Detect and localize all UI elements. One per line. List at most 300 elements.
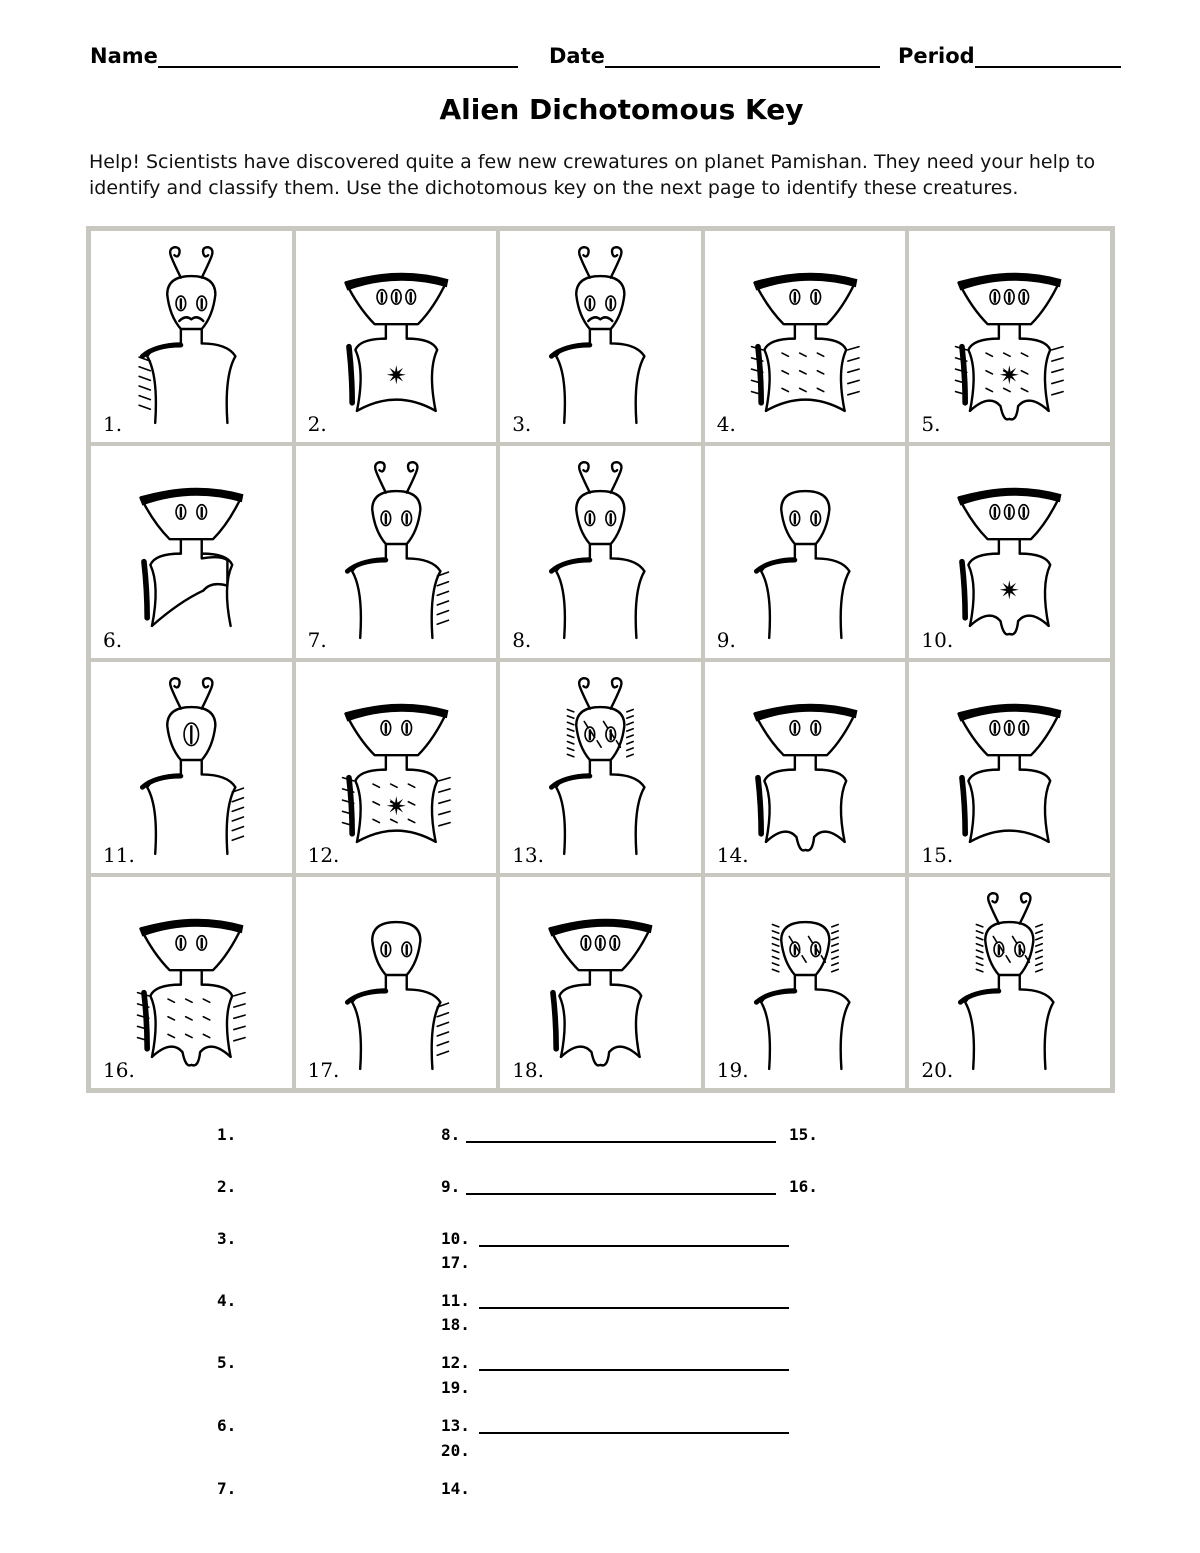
creature-illustration: [705, 662, 906, 873]
antenna-left: [579, 678, 590, 708]
body-mark: [1022, 371, 1028, 374]
creature-number: 6.: [103, 627, 123, 652]
creature-illustration: [91, 662, 292, 873]
hair-spike: [977, 943, 983, 945]
hair-spike: [772, 931, 778, 933]
answer-label: 12.: [441, 1353, 470, 1372]
hair-spike: [977, 963, 983, 965]
creature-cell: [498, 660, 703, 875]
hair-spike: [977, 969, 983, 971]
spike: [1052, 347, 1063, 350]
body-left: [969, 554, 999, 626]
creature-cell: [498, 875, 703, 1090]
name-field[interactable]: [90, 44, 518, 68]
creature-drawing: [756, 491, 849, 638]
hair-spike: [1036, 963, 1042, 965]
hair-spike: [1036, 937, 1042, 939]
page-title: Alien Dichotomous Key: [439, 93, 804, 126]
creature-illustration: [909, 877, 1110, 1088]
body-bottom-legs: [561, 1046, 640, 1065]
answer-item[interactable]: [217, 1416, 236, 1435]
date-field[interactable]: [549, 44, 880, 68]
body-right: [816, 559, 850, 638]
creature-number: 8.: [512, 627, 532, 652]
head-brow: [753, 703, 857, 721]
antenna-left: [579, 462, 590, 492]
hair-spike: [832, 924, 838, 926]
answer-label: 9.: [441, 1177, 461, 1196]
tail-hair: [232, 797, 243, 801]
spike: [1052, 358, 1063, 361]
body-left: [352, 559, 386, 638]
hair-spike: [568, 741, 574, 743]
body-right: [202, 343, 236, 422]
answer-label: 4.: [217, 1291, 237, 1310]
answer-item[interactable]: [441, 1177, 460, 1196]
creature-illustration: [705, 877, 906, 1088]
creature-cell: [907, 660, 1112, 875]
mouth: [588, 317, 612, 321]
body-mark: [799, 353, 805, 356]
spike: [848, 392, 859, 395]
creature-number: 15.: [921, 842, 954, 867]
antenna-right: [202, 247, 213, 277]
shoulder-left: [552, 776, 591, 787]
body-bottom-flat: [970, 830, 1049, 841]
answer-item[interactable]: [217, 1479, 236, 1498]
hair-spike: [568, 735, 574, 737]
creature-drawing: [756, 922, 849, 1069]
spike: [438, 777, 449, 780]
creature-cell: [89, 875, 294, 1090]
tail-hair: [232, 807, 243, 811]
creature-cell: [703, 660, 908, 875]
answer-item[interactable]: [217, 1125, 236, 1144]
answer-label: 10.: [441, 1229, 470, 1248]
body-mark: [186, 1034, 192, 1037]
star-mark: [386, 365, 405, 384]
creature-number: 4.: [716, 412, 736, 437]
body-bottom-flat: [357, 400, 436, 411]
creature-drawing: [139, 488, 243, 626]
answer-label: 1.: [217, 1125, 237, 1144]
body-mark: [986, 353, 992, 356]
head-shape: [576, 276, 624, 329]
creature-number: 11.: [103, 842, 135, 867]
tail-hair: [437, 1051, 448, 1055]
hair-spike: [772, 924, 778, 926]
body-mark: [373, 784, 379, 787]
creature-illustration: [500, 231, 701, 442]
answer-item[interactable]: [441, 1479, 470, 1498]
creature-illustration: [296, 662, 497, 873]
hair-spike: [832, 969, 838, 971]
creature-cell: [703, 875, 908, 1090]
head-brow: [958, 273, 1062, 291]
spike: [438, 822, 449, 825]
shoulder-left: [756, 991, 795, 1002]
body-mark: [782, 371, 788, 374]
body-bottom-legs: [970, 616, 1049, 635]
creature-cell: [703, 444, 908, 659]
creature-illustration: [296, 877, 497, 1088]
body-left: [147, 774, 181, 853]
head-brow: [139, 919, 243, 937]
body-bottom-legs: [970, 401, 1049, 420]
body-mark: [186, 1016, 192, 1019]
shoulder-left: [961, 991, 1000, 1002]
body-left: [761, 989, 795, 1068]
spike: [438, 811, 449, 814]
creature-number: 16.: [103, 1058, 135, 1082]
head-brow: [548, 919, 652, 937]
tail-hair: [437, 1022, 448, 1026]
creature-illustration: [500, 877, 701, 1088]
answer-item[interactable]: [217, 1353, 236, 1372]
name-blank[interactable]: [158, 46, 518, 68]
creature-number: 18.: [512, 1058, 544, 1082]
answer-label: 20.: [441, 1441, 470, 1460]
hair-spike: [772, 963, 778, 965]
answer-label: 11.: [441, 1291, 470, 1310]
spike: [438, 800, 449, 803]
answer-label: 2.: [217, 1177, 237, 1196]
creature-drawing: [751, 273, 859, 411]
hair-spike: [568, 715, 574, 717]
spike: [1052, 369, 1063, 372]
creature-illustration: [91, 231, 292, 442]
body-mark: [799, 388, 805, 391]
period-field[interactable]: [898, 44, 1121, 68]
creature-number: 13.: [512, 842, 544, 867]
body-mark: [1004, 388, 1010, 391]
hair-spike: [772, 956, 778, 958]
hair-spike: [627, 741, 633, 743]
head-brow: [344, 703, 448, 721]
creature-cell: [907, 229, 1112, 444]
body-mark: [817, 353, 823, 356]
answer-item[interactable]: [441, 1353, 470, 1372]
hair-spike: [627, 728, 633, 730]
shoulder-left: [347, 991, 386, 1002]
body-right: [1020, 989, 1054, 1068]
body-mark: [1022, 388, 1028, 391]
creature-drawing: [552, 247, 645, 423]
tail-hair: [437, 1041, 448, 1045]
spike: [438, 788, 449, 791]
creature-drawing: [552, 462, 645, 638]
answer-line[interactable]: [479, 1307, 789, 1309]
hair-spike: [1036, 924, 1042, 926]
creature-number: 1.: [103, 412, 123, 437]
creature-drawing: [753, 703, 857, 850]
body-bottom-flat: [766, 400, 845, 411]
creature-illustration: [91, 446, 292, 657]
answer-item[interactable]: [217, 1177, 236, 1196]
answer-line[interactable]: [466, 1141, 776, 1143]
tail-hair: [139, 396, 150, 400]
head-shape: [781, 922, 829, 975]
hair-mark: [597, 740, 601, 746]
hair-spike: [1036, 969, 1042, 971]
body-mark: [799, 371, 805, 374]
creature-number: 5.: [921, 412, 941, 437]
shoulder-left: [552, 345, 591, 356]
answer-line[interactable]: [466, 1193, 776, 1195]
creature-drawing: [347, 462, 448, 638]
body-shade: [758, 777, 761, 833]
answer-label: 13.: [441, 1416, 470, 1435]
creature-drawing: [958, 488, 1062, 635]
answer-label: 19.: [441, 1378, 470, 1397]
body-mark: [408, 819, 414, 822]
body-right: [1020, 554, 1050, 626]
head-shape: [372, 922, 420, 975]
tail-hair: [437, 1012, 448, 1016]
hair-mark: [1006, 955, 1010, 961]
body-left: [147, 343, 181, 422]
hair-spike: [832, 943, 838, 945]
head-shape: [576, 491, 624, 544]
body-mark: [1004, 353, 1010, 356]
body-left: [556, 774, 590, 853]
answer-line[interactable]: [479, 1245, 789, 1247]
tail-hair: [232, 826, 243, 830]
hair-spike: [1036, 931, 1042, 933]
hair-mark: [1013, 936, 1017, 942]
answer-item[interactable]: [441, 1378, 470, 1397]
answer-item[interactable]: [441, 1315, 470, 1334]
creature-illustration: [909, 231, 1110, 442]
body-mark: [168, 1016, 174, 1019]
creature-cell: [89, 660, 294, 875]
body-mark: [373, 819, 379, 822]
body-left: [560, 984, 590, 1056]
creature-illustration: [91, 877, 292, 1088]
period-blank[interactable]: [975, 46, 1121, 68]
answer-label: 17.: [441, 1253, 470, 1272]
hair-spike: [1036, 956, 1042, 958]
answer-label: 18.: [441, 1315, 470, 1334]
hair-spike: [832, 963, 838, 965]
spike: [234, 992, 245, 995]
body-right: [611, 559, 645, 638]
creature-number: 17.: [307, 1058, 340, 1082]
answer-label: 3.: [217, 1229, 237, 1248]
body-right: [611, 774, 645, 853]
creature-cell: [498, 229, 703, 444]
star-mark: [1000, 580, 1019, 599]
answer-item[interactable]: [441, 1125, 460, 1144]
creature-illustration: [296, 231, 497, 442]
period-label: Period: [898, 44, 975, 68]
head-brow: [139, 488, 243, 506]
body-right: [406, 989, 440, 1068]
shoulder-left: [142, 776, 181, 787]
hair-spike: [1036, 950, 1042, 952]
answer-label: 7.: [217, 1479, 237, 1498]
tail-hair: [437, 611, 448, 615]
tail-hair: [232, 816, 243, 820]
body-mark: [390, 819, 396, 822]
hair-spike: [772, 950, 778, 952]
creature-cell: [294, 660, 499, 875]
body-right: [611, 343, 645, 422]
creature-illustration: [500, 662, 701, 873]
body-mark: [373, 801, 379, 804]
shoulder-left: [756, 560, 795, 571]
body-left: [556, 559, 590, 638]
body-shade: [144, 562, 147, 618]
body-bottom: [152, 591, 203, 626]
hair-spike: [977, 956, 983, 958]
spike: [234, 1026, 245, 1029]
body-mark: [203, 1016, 209, 1019]
antenna-left: [579, 247, 590, 277]
hair-spike: [568, 722, 574, 724]
answer-line[interactable]: [479, 1369, 789, 1371]
body-shade: [962, 562, 965, 618]
hair-spike: [627, 722, 633, 724]
creature-cell: [294, 444, 499, 659]
antenna-left: [170, 678, 181, 708]
hair-spike: [627, 735, 633, 737]
body-shade: [553, 992, 556, 1048]
star-mark: [1000, 365, 1019, 384]
creature-number: 12.: [307, 842, 340, 867]
answer-item[interactable]: [441, 1253, 470, 1272]
body-mark: [782, 388, 788, 391]
antenna-left: [170, 247, 181, 277]
answer-item[interactable]: [789, 1177, 818, 1196]
tail-hair: [139, 367, 150, 371]
body-left: [352, 989, 386, 1068]
creature-number: 9.: [716, 627, 736, 652]
creature-cell: [89, 444, 294, 659]
hair-spike: [832, 937, 838, 939]
date-label: Date: [549, 44, 605, 68]
tail-hair: [437, 592, 448, 596]
body-right: [611, 984, 641, 1056]
creature-drawing: [139, 247, 235, 423]
body-mark: [1022, 353, 1028, 356]
hair-spike: [568, 747, 574, 749]
antenna-left: [989, 893, 1000, 923]
intro-paragraph: Help! Scientists have discovered quite a few new crewatures on planet Pamishan. They need your help to identify and classify them. Use the dichotomous key on the next page to identify these creatures.: [89, 151, 1096, 199]
creature-number: 14.: [716, 842, 749, 867]
creature-drawing: [342, 703, 450, 841]
body-mark: [168, 999, 174, 1002]
head-shape: [781, 491, 829, 544]
body-bottom-legs: [152, 1046, 231, 1065]
creature-illustration: [705, 446, 906, 657]
shoulder-left: [142, 345, 181, 356]
antenna-left: [375, 462, 386, 492]
answer-line[interactable]: [479, 1432, 789, 1434]
creature-cell: [703, 229, 908, 444]
body-mark: [986, 388, 992, 391]
answer-item[interactable]: [441, 1441, 470, 1460]
head-brow: [344, 273, 448, 291]
hair-spike: [832, 950, 838, 952]
body-left: [150, 984, 180, 1056]
answer-item[interactable]: [217, 1291, 236, 1310]
answer-label: 8.: [441, 1125, 461, 1144]
hair-spike: [568, 754, 574, 756]
spike: [848, 347, 859, 350]
body-mark: [390, 784, 396, 787]
antenna-right: [202, 678, 213, 708]
hair-spike: [977, 950, 983, 952]
body-right: [202, 984, 232, 1056]
antenna-right: [406, 462, 417, 492]
answer-item[interactable]: [441, 1416, 470, 1435]
tail-hair: [139, 405, 150, 409]
answer-label: 16.: [789, 1177, 818, 1196]
hair-spike: [832, 931, 838, 933]
date-blank[interactable]: [605, 46, 880, 68]
hair-spike: [977, 924, 983, 926]
head-shape: [986, 922, 1034, 975]
star-mark: [386, 796, 405, 815]
body-mark: [186, 999, 192, 1002]
answer-label: 6.: [217, 1416, 237, 1435]
answer-item[interactable]: [217, 1229, 236, 1248]
creature-drawing: [347, 922, 448, 1069]
antenna-right: [611, 247, 622, 277]
answer-label: 5.: [217, 1353, 237, 1372]
tail-hair: [139, 386, 150, 390]
hair-mark: [604, 721, 608, 727]
hair-spike: [1036, 943, 1042, 945]
antenna-right: [611, 678, 622, 708]
body-right: [406, 559, 440, 638]
body-mark: [168, 1034, 174, 1037]
body-mark: [203, 1034, 209, 1037]
hair-spike: [627, 715, 633, 717]
hair-spike: [627, 709, 633, 711]
answer-label: 15.: [789, 1125, 818, 1144]
body-left: [969, 339, 999, 411]
tail-hair: [437, 601, 448, 605]
body-shade: [349, 347, 352, 403]
body-mark: [408, 784, 414, 787]
creature-number: 20.: [921, 1058, 954, 1082]
body-mark: [817, 388, 823, 391]
hair-spike: [832, 956, 838, 958]
spike: [234, 1037, 245, 1040]
answer-item[interactable]: [441, 1291, 470, 1310]
hair-mark: [808, 936, 812, 942]
creature-grid: [86, 226, 1115, 1093]
hair-spike: [568, 709, 574, 711]
creature-drawing: [548, 919, 652, 1066]
answer-item[interactable]: [441, 1229, 470, 1248]
body-right: [816, 989, 850, 1068]
creature-cell: [294, 229, 499, 444]
tail-hair: [139, 376, 150, 380]
creature-illustration: [296, 446, 497, 657]
spike: [234, 1015, 245, 1018]
creature-illustration: [500, 446, 701, 657]
spike: [1052, 380, 1063, 383]
body-mark: [782, 353, 788, 356]
antenna-right: [611, 462, 622, 492]
answer-item[interactable]: [789, 1125, 818, 1144]
body-right: [816, 769, 846, 841]
creature-drawing: [142, 678, 243, 854]
creature-drawing: [961, 893, 1054, 1069]
